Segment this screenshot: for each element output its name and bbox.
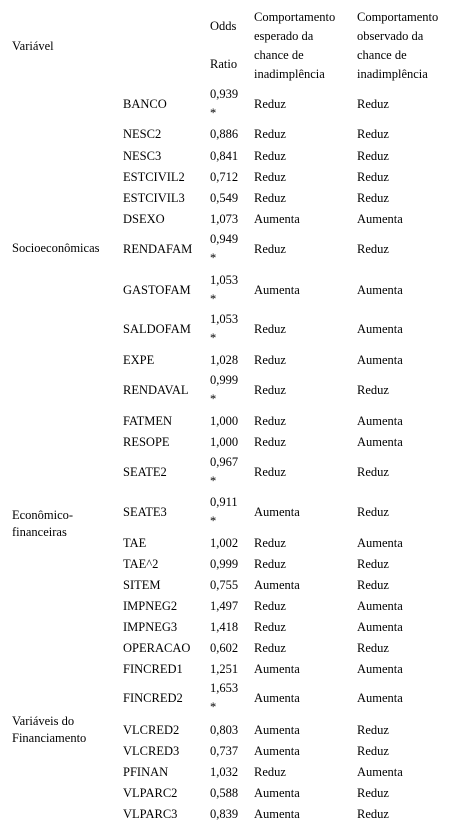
header-esperado: Comportamento esperado da chance de inadimplência [254, 10, 336, 81]
odds-ratio-cell: 1,002 [210, 535, 239, 550]
odds-ratio-cell: 0,737 [210, 743, 239, 758]
observed-behavior-cell: Reduz [357, 578, 389, 592]
observed-behavior-cell: Aumenta [357, 212, 403, 226]
expected-behavior-cell: Reduz [254, 242, 286, 256]
expected-behavior-cell: Aumenta [254, 807, 300, 821]
variable-name-cell: SITEM [123, 578, 161, 592]
table-row [0, 188, 460, 208]
odds-ratio-cell: 0,886 [210, 126, 239, 141]
expected-behavior-cell: Aumenta [254, 786, 300, 800]
table-row [0, 720, 460, 740]
expected-behavior-cell: Reduz [254, 536, 286, 550]
table-row [0, 659, 460, 679]
table-row [0, 270, 460, 310]
odds-ratio-cell: 0,841 [210, 148, 239, 163]
expected-behavior-cell: Reduz [254, 599, 286, 613]
table-row [0, 804, 460, 824]
odds-ratio-cell: 1,000 [210, 413, 239, 428]
variable-name-cell: TAE^2 [123, 557, 159, 571]
expected-behavior-cell: Reduz [254, 765, 286, 779]
observed-behavior-cell: Reduz [357, 505, 389, 519]
variable-name-cell: SALDOFAM [123, 322, 191, 336]
observed-behavior-cell: Aumenta [357, 620, 403, 634]
odds-ratio-cell: 0,949 * [210, 232, 239, 265]
variable-name-cell: DSEXO [123, 212, 165, 226]
variable-name-cell: OPERACAO [123, 641, 191, 655]
observed-behavior-cell: Aumenta [357, 414, 403, 428]
table-row [0, 432, 460, 452]
table-row [0, 678, 460, 718]
odds-ratio-cell: 0,602 [210, 640, 239, 655]
observed-behavior-cell: Aumenta [357, 435, 403, 449]
table-row [0, 452, 460, 492]
expected-behavior-cell: Aumenta [254, 744, 300, 758]
variable-name-cell: IMPNEG3 [123, 620, 178, 634]
observed-behavior-cell: Aumenta [357, 599, 403, 613]
odds-ratio-cell: 1,053 * [210, 273, 239, 306]
odds-ratio-cell: 0,999 [210, 556, 239, 571]
variable-name-cell: SEATE3 [123, 505, 167, 519]
observed-behavior-cell: Reduz [357, 557, 389, 571]
table-row [0, 638, 460, 658]
odds-ratio-cell: 1,653 * [210, 681, 239, 714]
table-row [0, 167, 460, 187]
odds-ratio-cell: 1,028 [210, 352, 239, 367]
odds-ratio-cell: 1,073 [210, 211, 239, 226]
odds-ratio-cell: 0,939 * [210, 87, 239, 120]
observed-behavior-cell: Reduz [357, 744, 389, 758]
table-row [0, 84, 460, 124]
observed-behavior-cell: Reduz [357, 242, 389, 256]
expected-behavior-cell: Aumenta [254, 723, 300, 737]
header-observado: Comportamento observado da chance de inadimplência [357, 10, 439, 81]
category-socioeconomicas: Socioeconômicas [12, 241, 100, 255]
odds-ratio-cell: 1,000 [210, 434, 239, 449]
observed-behavior-cell: Aumenta [357, 353, 403, 367]
table-row [0, 411, 460, 431]
table-row [0, 492, 460, 532]
table-row [0, 209, 460, 229]
variable-name-cell: FATMEN [123, 414, 173, 428]
expected-behavior-cell: Reduz [254, 127, 286, 141]
observed-behavior-cell: Reduz [357, 807, 389, 821]
expected-behavior-cell: Aumenta [254, 505, 300, 519]
expected-behavior-cell: Reduz [254, 149, 286, 163]
table-row [0, 554, 460, 574]
odds-ratio-cell: 0,967 * [210, 455, 239, 488]
odds-ratio-cell: 0,712 [210, 169, 239, 184]
table-row [0, 575, 460, 595]
odds-ratio-cell: 1,032 [210, 764, 239, 779]
expected-behavior-cell: Reduz [254, 414, 286, 428]
odds-ratio-cell: 0,549 [210, 190, 239, 205]
table-row [0, 783, 460, 803]
odds-ratio-cell: 0,839 [210, 806, 239, 821]
expected-behavior-cell: Aumenta [254, 662, 300, 676]
expected-behavior-cell: Aumenta [254, 212, 300, 226]
odds-ratio-cell: 0,999 * [210, 373, 239, 406]
variable-name-cell: RENDAFAM [123, 242, 193, 256]
expected-behavior-cell: Reduz [254, 191, 286, 205]
expected-behavior-cell: Reduz [254, 620, 286, 634]
odds-ratio-cell: 0,803 [210, 722, 239, 737]
variable-name-cell: TAE [123, 536, 147, 550]
observed-behavior-cell: Aumenta [357, 662, 403, 676]
expected-behavior-cell: Reduz [254, 170, 286, 184]
expected-behavior-cell: Reduz [254, 557, 286, 571]
odds-ratio-cell: 1,251 [210, 661, 239, 676]
variable-name-cell: ESTCIVIL3 [123, 191, 185, 205]
expected-behavior-cell: Reduz [254, 97, 286, 111]
variable-name-cell: IMPNEG2 [123, 599, 178, 613]
table-row [0, 596, 460, 616]
table-row [0, 124, 460, 144]
variable-name-cell: RESOPE [123, 435, 170, 449]
variable-name-cell: FINCRED1 [123, 662, 183, 676]
variable-name-cell: VLCRED2 [123, 723, 180, 737]
variable-name-cell: SEATE2 [123, 465, 167, 479]
category-variaveis-financiamento: Variáveis do Financiamento [12, 714, 87, 745]
odds-ratio-cell: 1,418 [210, 619, 239, 634]
observed-behavior-cell: Reduz [357, 149, 389, 163]
variable-name-cell: BANCO [123, 97, 167, 111]
variable-name-cell: ESTCIVIL2 [123, 170, 185, 184]
expected-behavior-cell: Reduz [254, 465, 286, 479]
odds-ratio-cell: 1,497 [210, 598, 239, 613]
variable-name-cell: EXPE [123, 353, 155, 367]
observed-behavior-cell: Reduz [357, 127, 389, 141]
observed-behavior-cell: Reduz [357, 465, 389, 479]
table-row [0, 309, 460, 349]
observed-behavior-cell: Aumenta [357, 691, 403, 705]
table-row [0, 741, 460, 761]
expected-behavior-cell: Reduz [254, 641, 286, 655]
table-row [0, 350, 460, 370]
expected-behavior-cell: Reduz [254, 435, 286, 449]
expected-behavior-cell: Reduz [254, 322, 286, 336]
odds-ratio-cell: 0,588 [210, 785, 239, 800]
observed-behavior-cell: Aumenta [357, 283, 403, 297]
observed-behavior-cell: Aumenta [357, 536, 403, 550]
category-economico-financeiras: Econômico- financeiras [12, 508, 74, 539]
observed-behavior-cell: Reduz [357, 786, 389, 800]
header-ratio: Ratio [210, 57, 238, 71]
table-row [0, 762, 460, 782]
header-variavel: Variável [12, 39, 54, 53]
variable-name-cell: RENDAVAL [123, 383, 189, 397]
observed-behavior-cell: Reduz [357, 191, 389, 205]
table-row [0, 533, 460, 553]
expected-behavior-cell: Reduz [254, 353, 286, 367]
table-row [0, 146, 460, 166]
table-row [0, 617, 460, 637]
odds-ratio-cell: 1,053 * [210, 312, 239, 345]
table-row [0, 229, 460, 269]
table-row [0, 370, 460, 410]
variable-name-cell: VLPARC3 [123, 807, 178, 821]
observed-behavior-cell: Reduz [357, 170, 389, 184]
expected-behavior-cell: Aumenta [254, 691, 300, 705]
expected-behavior-cell: Reduz [254, 383, 286, 397]
observed-behavior-cell: Aumenta [357, 765, 403, 779]
expected-behavior-cell: Aumenta [254, 578, 300, 592]
expected-behavior-cell: Aumenta [254, 283, 300, 297]
variable-name-cell: PFINAN [123, 765, 169, 779]
odds-ratio-cell: 0,911 * [210, 495, 238, 528]
variable-name-cell: NESC3 [123, 149, 162, 163]
variable-name-cell: FINCRED2 [123, 691, 183, 705]
observed-behavior-cell: Reduz [357, 383, 389, 397]
observed-behavior-cell: Reduz [357, 97, 389, 111]
variable-name-cell: GASTOFAM [123, 283, 191, 297]
header-odds: Odds [210, 19, 237, 33]
odds-ratio-cell: 0,755 [210, 577, 239, 592]
observed-behavior-cell: Reduz [357, 723, 389, 737]
observed-behavior-cell: Reduz [357, 641, 389, 655]
variable-name-cell: NESC2 [123, 127, 162, 141]
variable-name-cell: VLPARC2 [123, 786, 178, 800]
observed-behavior-cell: Aumenta [357, 322, 403, 336]
variable-name-cell: VLCRED3 [123, 744, 180, 758]
